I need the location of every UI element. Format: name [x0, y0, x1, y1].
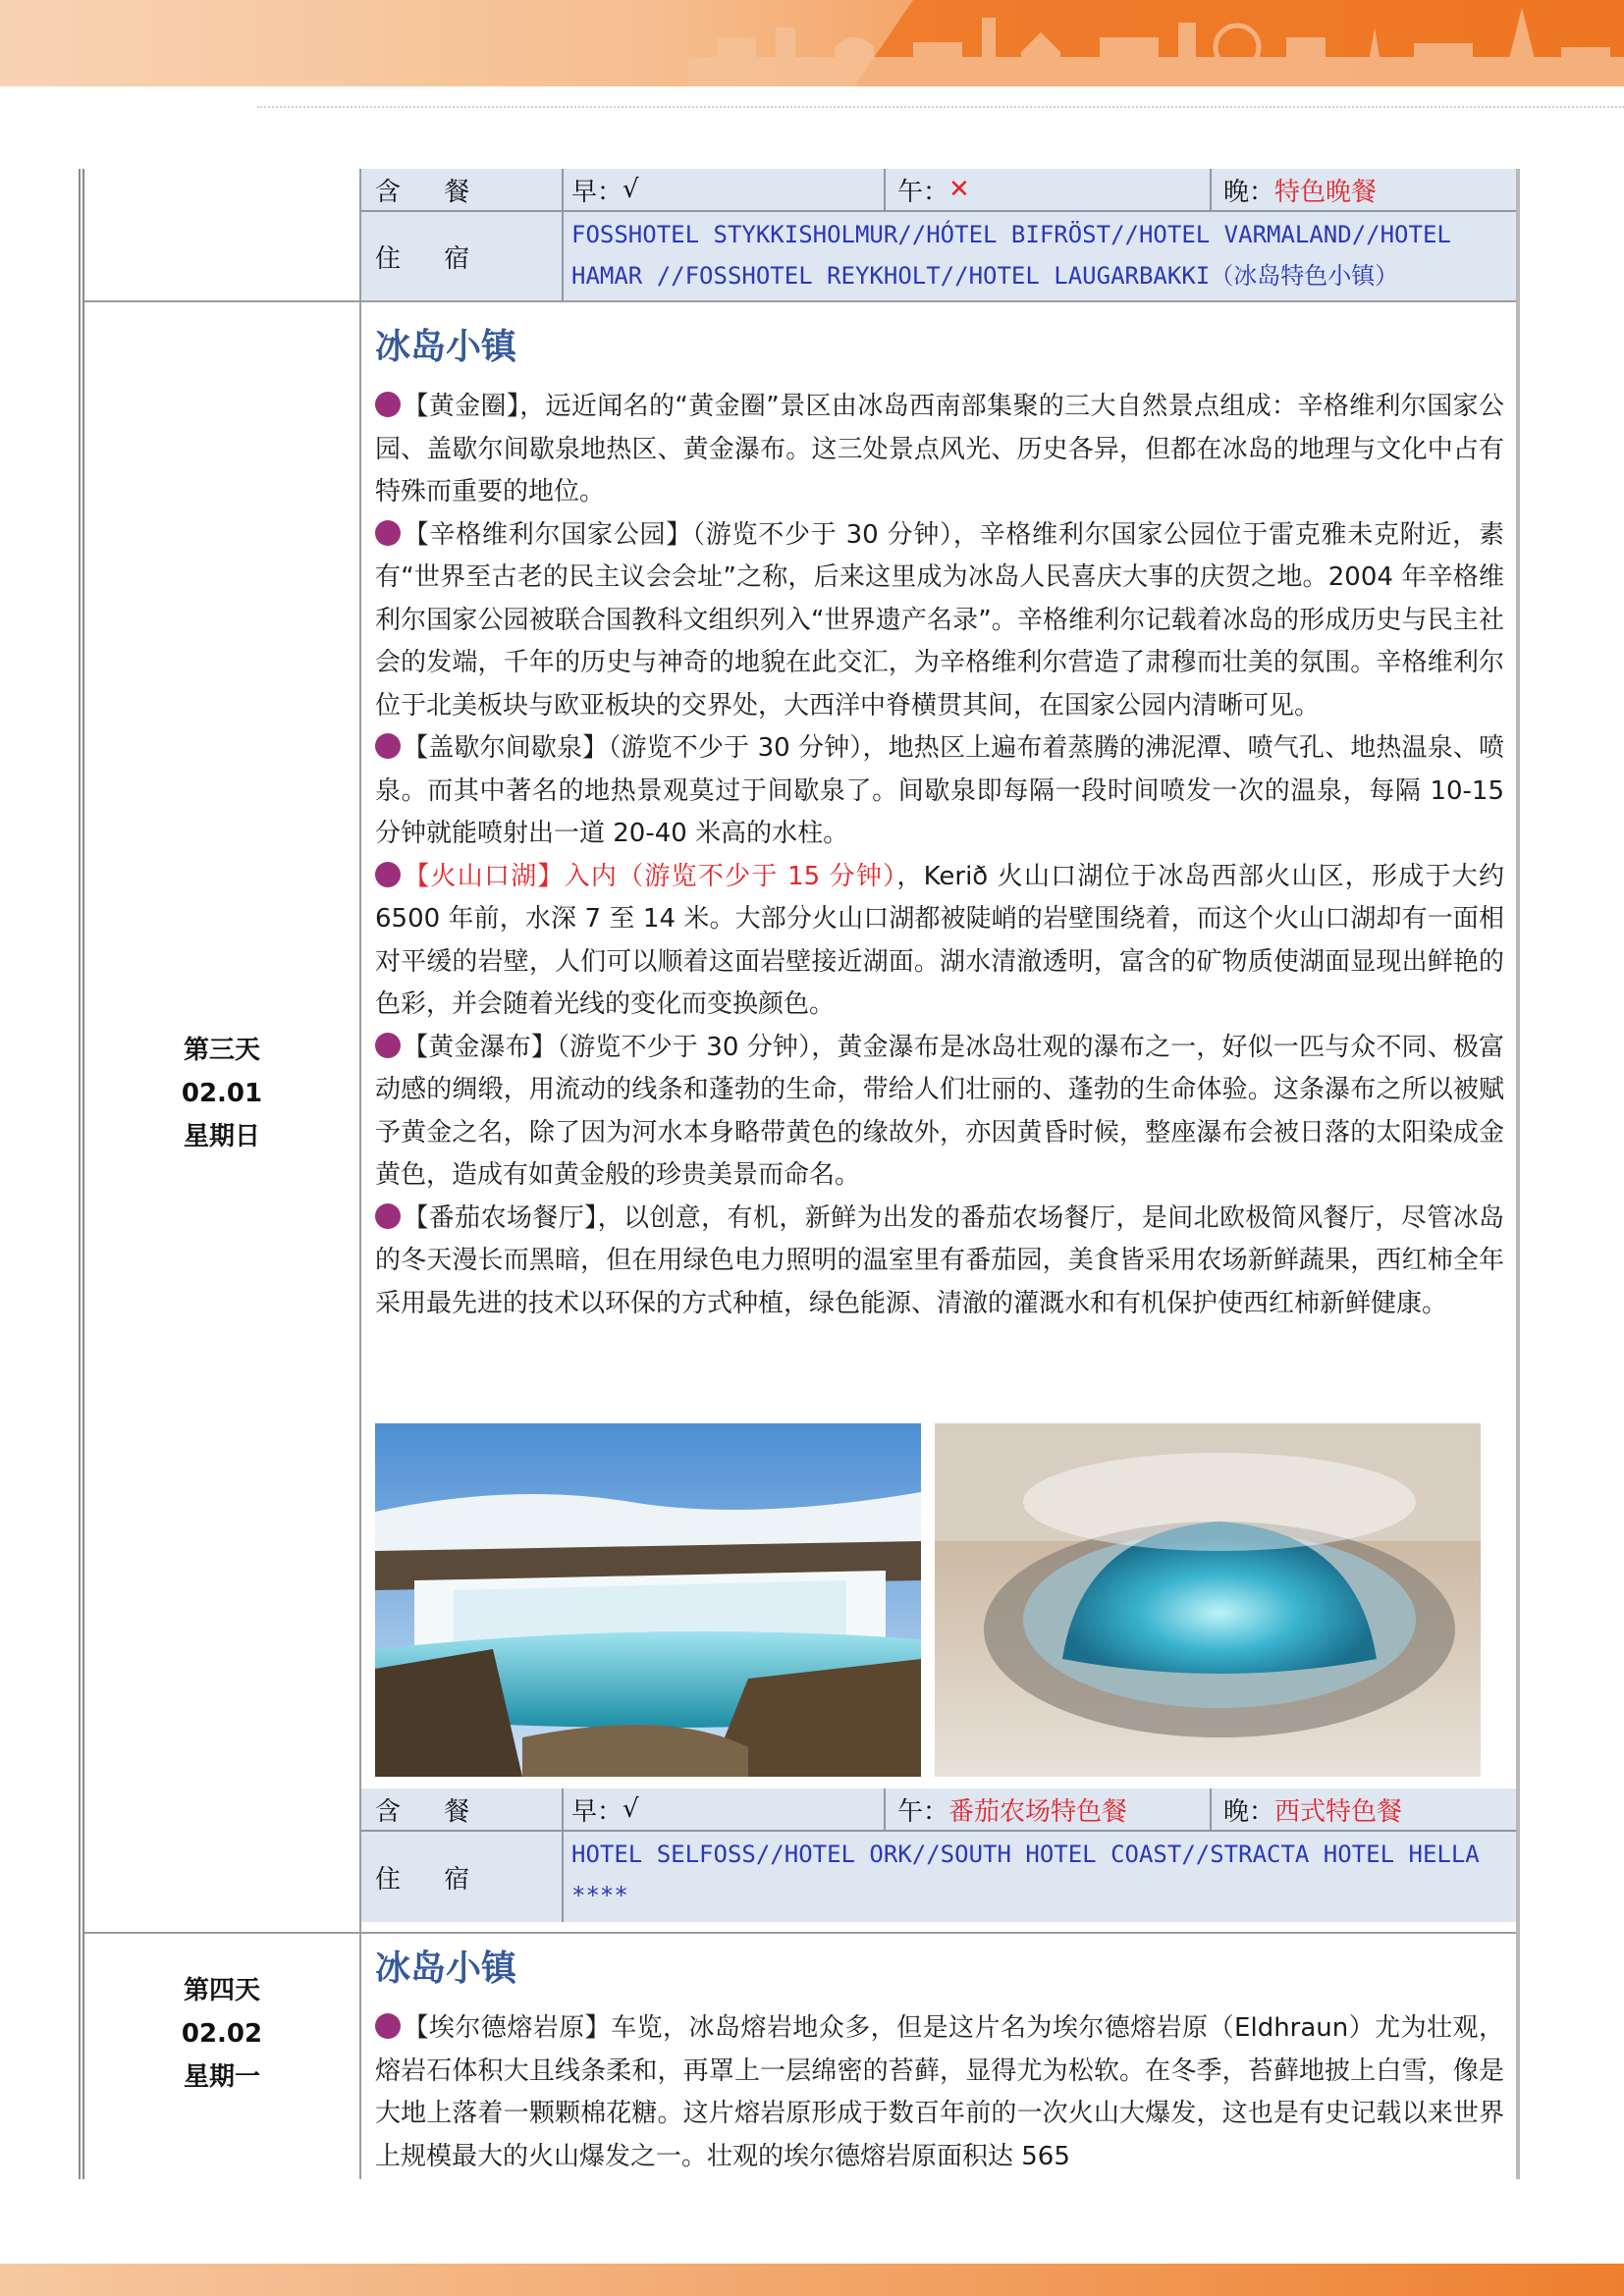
item-name: 【埃尔德熔岩原】 — [403, 2013, 612, 2043]
breakfast-cell — [562, 169, 886, 210]
item-text: （游览不少于 30 分钟），地热区上遍布着蒸腾的沸泥潭、喷气孔、地热温泉、喷泉。而其中著名的地热景观莫过于间歇泉了。间歇泉即每隔一段时间喷发一次的温泉，每隔 10-15 分钟就能喷射出一道 20-40 米高的水柱。 — [375, 733, 1504, 848]
bullet-dot-icon — [375, 520, 401, 546]
list-item — [375, 1198, 1504, 1326]
day-number: 第三天 — [183, 1036, 260, 1065]
breakfast-value: √ — [623, 175, 639, 204]
day3-info-table — [361, 1789, 1516, 1922]
hotel-label: 住 宿 — [361, 212, 564, 300]
list-item — [375, 2007, 1504, 2178]
city-skyline-icon — [687, 8, 1624, 86]
hotel-line: **** — [571, 1882, 628, 1909]
dinner-label: 晚： — [1223, 177, 1275, 207]
hotel-line: HOTEL SELFOSS//HOTEL ORK//SOUTH HOTEL COAST//STRACTA HOTEL HELLA — [571, 1841, 1480, 1868]
day4-label — [84, 1969, 359, 2099]
hotel-line: HAMAR //FOSSHOTEL REYKHOLT//HOTEL LAUGARBAKKI（冰岛特色小镇） — [571, 262, 1399, 290]
dinner-cell — [1214, 1789, 1516, 1830]
bullet-dot-icon — [375, 862, 401, 887]
list-item — [375, 514, 1504, 728]
day-date: 02.02 — [181, 2019, 263, 2049]
dinner-value: 特色晚餐 — [1274, 177, 1378, 207]
list-item — [375, 386, 1504, 514]
prev-day-info-table — [361, 169, 1516, 300]
meal-label: 含 餐 — [361, 169, 564, 210]
lunch-cell — [888, 169, 1212, 210]
item-name: 【黄金圈】 — [403, 392, 520, 421]
day-weekday: 星期日 — [183, 1122, 260, 1151]
item-text: 车览，冰岛熔岩地众多，但是这片名为埃尔德熔岩原（Eldhraun）尤为壮观，熔岩石体积大且线条柔和，再罩上一层绵密的苔藓，显得尤为松软。在冬季，苔藓地披上白雪，像是大地上落着一颗颗棉花糖。这片熔岩原形成于数百年前的一次火山大爆发，这也是有史记载以来世界上规模最大的火山爆发之一。壮观的埃尔德熔岩原面积达 565 — [375, 2013, 1504, 2171]
dinner-value: 西式特色餐 — [1274, 1796, 1403, 1827]
bullet-dot-icon — [375, 2013, 401, 2039]
bullet-dot-icon — [375, 1203, 401, 1229]
hotel-list — [571, 214, 1504, 296]
header-divider — [257, 106, 1624, 108]
lunch-label: 午： — [897, 177, 949, 207]
list-item — [375, 1027, 1504, 1198]
item-name: 【黄金瀑布】 — [403, 1032, 558, 1062]
day4-title: 冰岛小镇 — [375, 1949, 517, 1989]
hotel-list — [571, 1834, 1504, 1916]
item-text: （游览不少于 30 分钟），黄金瀑布是冰岛壮观的瀑布之一，好似一匹与众不同、极富动感的绸缎，用流动的线条和蓬勃的生命，带给人们壮丽的、蓬勃的生命体验。这条瀑布之所以被赋予黄金之名，除了因为河水本身略带黄色的缘故外，亦因黄昏时候，整座瀑布会被日落的太阳染成金黄色，造成有如黄金般的珍贵美景而命名。 — [375, 1032, 1504, 1190]
item-name: 【辛格维利尔国家公园】 — [403, 519, 693, 550]
day-number: 第四天 — [183, 1976, 260, 2005]
breakfast-label: 早： — [571, 177, 623, 207]
day3-title: 冰岛小镇 — [375, 327, 517, 367]
item-name: 【番茄农场餐厅】 — [403, 1202, 598, 1233]
page-header-banner — [0, 0, 1624, 86]
waterfall-image-icon — [375, 1423, 921, 1777]
bullet-dot-icon — [375, 1033, 401, 1058]
list-item — [375, 727, 1504, 856]
itinerary-table — [79, 169, 1520, 2179]
item-text: ，远近闻名的“黄金圈”景区由冰岛西南部集聚的三大自然景点组成：辛格维利尔国家公园、盖歇尔间歇泉地热区、黄金瀑布。这三处景点风光、历史各异，但都在冰岛的地理与文化中占有特殊而重要的地位。 — [375, 392, 1504, 507]
prev-day-row — [84, 169, 1516, 302]
breakfast-value: √ — [623, 1794, 639, 1824]
lunch-label: 午： — [897, 1796, 949, 1827]
item-text: ，以创意，有机，新鲜为出发的番茄农场餐厅，是间北欧极简风餐厅，尽管冰岛的冬天漫长而黑暗，但在用绿色电力照明的温室里有番茄园，美食皆采用农场新鲜蔬果，西红柿全年采用最先进的技术以环保的方式种植，绿色能源、清澈的灌溉水和有机保护使西红柿新鲜健康。 — [375, 1202, 1504, 1318]
day3-description — [375, 386, 1504, 1325]
meal-label: 含 餐 — [361, 1789, 564, 1830]
item-name: 【盖歇尔间歇泉】 — [403, 733, 609, 763]
hotel-label: 住 宿 — [361, 1832, 564, 1922]
item-text: ，Kerið 火山口湖位于冰岛西部火山区，形成于大约 6500 年前，水深 7 至 14 米。大部分火山口湖都被陡峭的岩壁围绕着，而这个火山口湖却有一面相对平缓的岩壁，人们可以顺着这面岩壁接近湖面。湖水清澈透明，富含的矿物质使湖面显现出鲜艳的色彩，并会随着光线的变化而变换颜色。 — [375, 861, 1504, 1019]
breakfast-cell — [562, 1789, 886, 1830]
bullet-dot-icon — [375, 392, 401, 417]
item-text: （游览不少于 30 分钟），辛格维利尔国家公园位于雷克雅未克附近，素有“世界至古老的民主议会会址”之称，后来这里成为冰岛人民喜庆大事的庆贺之地。2004 年辛格维利尔国家公园被联合国教科文组织列入“世界遗产名录”。辛格维利尔记载着冰岛的形成历史与民主社会的发端，千年的历史与神奇的地貌在此交汇，为辛格维利尔营造了肃穆而壮美的氛围。辛格维利尔位于北美板块与欧亚板块的交界处，大西洋中脊横贯其间，在国家公园内清晰可见。 — [375, 519, 1504, 721]
waterfall-photo — [375, 1423, 921, 1777]
day-date: 02.01 — [181, 1079, 263, 1108]
hotel-line: FOSSHOTEL STYKKISHOLMUR//HÓTEL BIFRÖST//HOTEL VARMALAND//HOTEL — [571, 221, 1451, 248]
list-item — [375, 856, 1504, 1027]
item-name: 【火山口湖】入内（游览不少于 15 分钟） — [403, 861, 897, 891]
breakfast-label: 早： — [571, 1796, 623, 1827]
day4-description — [375, 2007, 1504, 2178]
bullet-dot-icon — [375, 733, 401, 759]
day3-label — [84, 1029, 359, 1158]
day-weekday: 星期一 — [183, 2062, 260, 2092]
dinner-cell — [1214, 169, 1516, 210]
lunch-value: ✕ — [948, 175, 970, 204]
page-footer-banner — [0, 2264, 1624, 2296]
geyser-photo — [935, 1423, 1481, 1777]
geyser-image-icon — [935, 1423, 1481, 1777]
lunch-cell — [888, 1789, 1212, 1830]
lunch-value: 番茄农场特色餐 — [948, 1796, 1128, 1827]
dinner-label: 晚： — [1223, 1796, 1275, 1827]
